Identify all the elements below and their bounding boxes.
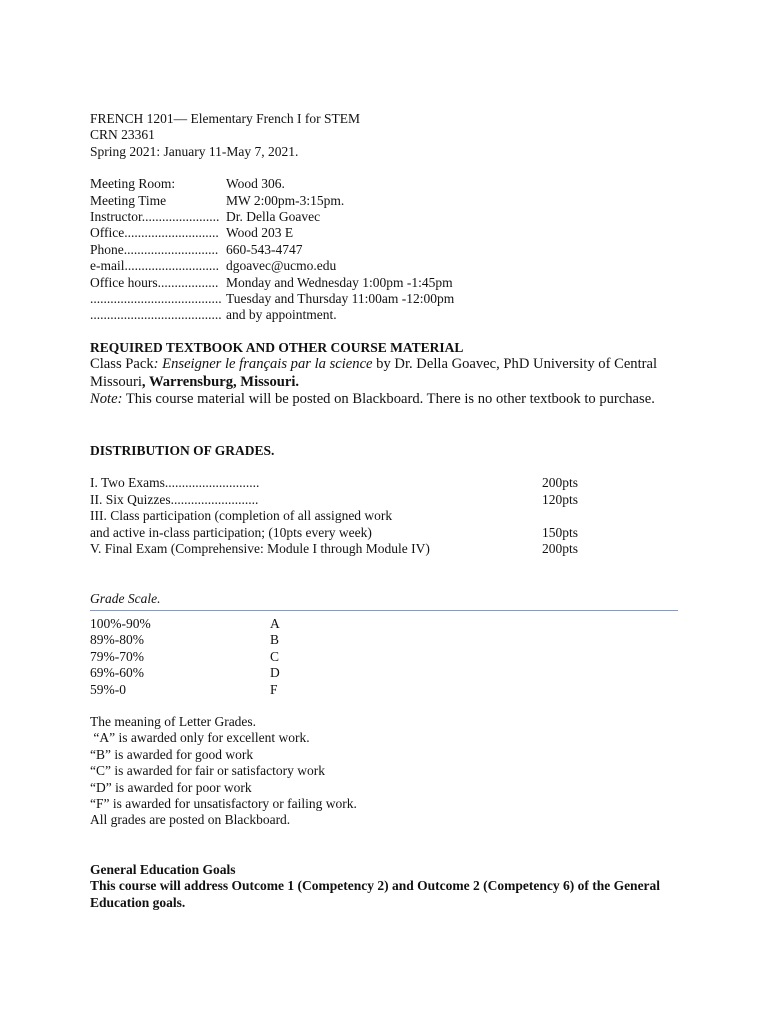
scale-range: 59%-0 (90, 681, 126, 697)
phone-label: Phone............................ (90, 241, 219, 257)
class-pack-title: Enseigner le français par la science (162, 356, 373, 373)
scale-range: 100%-90% (90, 615, 151, 631)
instructor-label: Instructor....................... (90, 209, 220, 225)
scale-range: 69%-60% (90, 665, 144, 681)
scale-row (90, 616, 690, 632)
class-pack-colon: : (153, 356, 163, 373)
scale-letter: D (270, 665, 280, 681)
grade-scale-table (90, 616, 690, 698)
grades-heading: DISTRIBUTION OF GRADES. (90, 443, 275, 459)
grade-item (90, 541, 690, 557)
scale-row (90, 649, 690, 665)
office-label: Office............................ (90, 225, 219, 241)
grade-scale-heading: Grade Scale. (90, 590, 161, 606)
note-line (90, 391, 690, 409)
class-pack-author: by Dr. Della Goavec, PhD University of Central (372, 356, 658, 373)
grade-item-points: 120pts (542, 491, 579, 507)
office-hours-value-2: Tuesday and Thursday 11:00am -12:00pm (226, 291, 455, 307)
scale-row (90, 665, 690, 681)
grade-item (90, 508, 690, 524)
grade-item-name: and active in-class participation; (10pts every week) (90, 524, 372, 540)
instructor-row (90, 209, 690, 225)
email-label: e-mail............................ (90, 258, 219, 274)
course-title: FRENCH 1201— Elementary French I for STEM (90, 111, 360, 126)
meeting-room-value: Wood 306. (226, 176, 285, 192)
class-pack-location-b: , Warrensburg, Missouri. (141, 373, 300, 390)
meeting-time-value: MW 2:00pm-3:15pm. (226, 192, 345, 208)
meaning-line: “F” is awarded for unsatisfactory or failing work. (90, 795, 357, 811)
meaning-line: “A” is awarded only for excellent work. (90, 730, 310, 746)
meaning-line: “C” is awarded for fair or satisfactory work (90, 763, 326, 779)
scale-letter: F (270, 681, 278, 697)
office-hours-row-2 (90, 291, 690, 307)
grade-item-name: II. Six Quizzes.......................... (90, 491, 259, 507)
office-row (90, 225, 690, 241)
textbook-heading: REQUIRED TEXTBOOK AND OTHER COURSE MATERIAL (90, 339, 464, 355)
email-value: dgoavec@ucmo.edu (226, 258, 337, 274)
class-pack-line-2 (90, 374, 690, 392)
office-hours-value-3: and by appointment. (226, 307, 337, 323)
class-pack-label: Class Pack (90, 356, 154, 373)
office-hours-row (90, 275, 690, 291)
scale-letter: A (270, 615, 280, 631)
grade-item (90, 475, 690, 491)
meaning-line: All grades are posted on Blackboard. (90, 812, 291, 828)
scale-range: 89%-80% (90, 632, 144, 648)
meeting-room-label: Meeting Room: (90, 176, 176, 192)
grade-item (90, 525, 690, 541)
office-hours-leader-2: ....................................... (90, 291, 222, 307)
class-pack-location-a: Missouri (90, 373, 142, 390)
gen-ed-heading: General Education Goals (90, 861, 236, 877)
scale-row (90, 632, 690, 648)
office-value: Wood 203 E (226, 225, 294, 241)
note-text: This course material will be posted on Blackboard. There is no other textbook to purchase. (122, 391, 655, 408)
grade-item-points: 150pts (542, 524, 579, 540)
grade-item-name: V. Final Exam (Comprehensive: Module I through Module IV) (90, 541, 430, 557)
scale-row (90, 682, 690, 698)
scale-letter: C (270, 648, 280, 664)
phone-row (90, 242, 690, 258)
meeting-time-row (90, 193, 690, 209)
grade-item-name: I. Two Exams............................ (90, 475, 260, 491)
scale-letter: B (270, 632, 280, 648)
crn: CRN 23361 (90, 127, 155, 143)
office-hours-label: Office hours.................. (90, 274, 219, 290)
phone-value: 660-543-4747 (226, 241, 303, 257)
grade-item-points: 200pts (542, 541, 579, 557)
syllabus-page (90, 111, 690, 911)
class-pack-line (90, 356, 690, 374)
gen-ed-line-2: Education goals. (90, 894, 186, 910)
instructor-value: Dr. Della Goavec (226, 209, 321, 225)
scale-range: 79%-70% (90, 648, 144, 664)
office-hours-row-3 (90, 307, 690, 323)
grade-scale-rule (90, 610, 678, 611)
note-label: Note: (90, 391, 123, 408)
meaning-line: “B” is awarded for good work (90, 746, 254, 762)
grade-distribution-list (90, 475, 690, 557)
meaning-line: “D” is awarded for poor work (90, 779, 252, 795)
office-hours-value-1: Monday and Wednesday 1:00pm -1:45pm (226, 274, 453, 290)
office-hours-leader-3: ....................................... (90, 307, 222, 323)
email-row (90, 258, 690, 274)
meeting-room-row (90, 176, 690, 192)
letter-grade-meaning-heading: The meaning of Letter Grades. (90, 713, 257, 729)
grade-item (90, 492, 690, 508)
meeting-time-label: Meeting Time (90, 192, 167, 208)
grade-item-name: III. Class participation (completion of all assigned work (90, 508, 393, 524)
term-dates: Spring 2021: January 11-May 7, 2021. (90, 143, 299, 159)
gen-ed-line-1: This course will address Outcome 1 (Competency 2) and Outcome 2 (Competency 6) of the General (90, 878, 661, 894)
grade-item-points: 200pts (542, 475, 579, 491)
